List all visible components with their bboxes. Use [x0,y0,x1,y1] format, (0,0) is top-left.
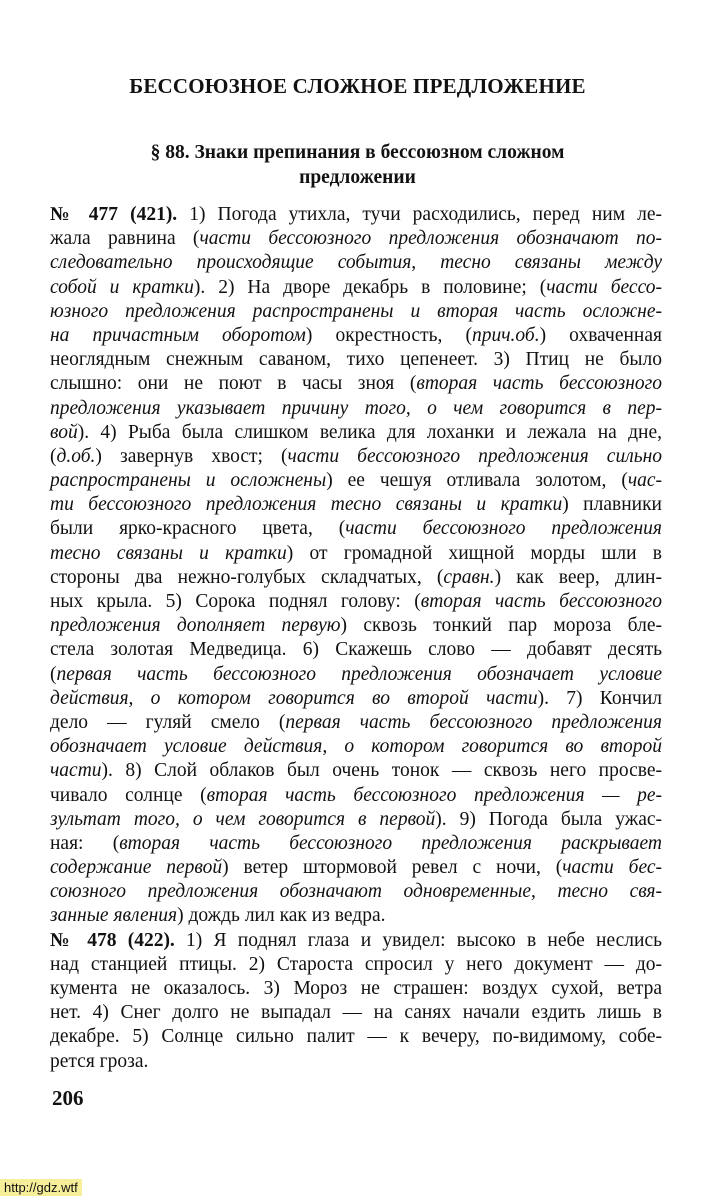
text-segment: ных крыла. 5) Сорока поднял голову: ( [50,591,421,612]
italic-annotation: на причастным оборотом [50,324,306,346]
italic-annotation: предложения указывает причину того, о чем говорится в пер- [50,397,662,419]
italic-annotation: ти бессоюзного предложения тесно связаны и кратки [50,494,563,516]
text-segment: 1) Я поднял глаза и увидел: высоко в небе неслись [174,929,662,951]
italic-annotation: содержание первой [50,857,223,879]
text-line [50,735,662,759]
text-segment: декабре. 5) Солнце сильно палит — к вечеру, по-видимому, собе- [50,1026,662,1048]
italic-annotation: части бессоюзного предложения [345,518,662,540]
text-segment: были ярко-красного цвета, ( [50,518,346,540]
italic-annotation: занные явления [50,905,178,927]
exercise-text [50,203,662,1074]
text-segment: слышно: они не поют в часы зноя ( [50,373,417,395]
text-line [50,808,662,832]
section-title-line-2: предложении [299,167,416,188]
text-segment: ) ветер штормовой ревел с ночи, ( [222,857,563,879]
text-segment: ) как веер, длин- [494,566,662,588]
text-line [50,1050,662,1074]
italic-annotation: предложения дополняет первую [50,615,341,637]
italic-annotation: вой [50,421,78,443]
text-line [50,638,662,662]
italic-annotation: первая часть бессоюзного предложения [285,711,662,733]
text-segment: чивало солнце ( [50,784,207,806]
text-segment: 1) Погода утихла, тучи расходились, перед ним ле- [177,204,662,225]
text-line [50,880,662,904]
text-segment: ) плавники [562,494,662,516]
text-segment: ( [50,445,57,467]
text-line [50,372,662,396]
text-segment: ) ее чешуя отливала золотом, ( [326,470,628,492]
text-segment: ). 2) На дворе декабрь в половине; ( [193,276,547,298]
italic-annotation: части бессоюзного предложения сильно [287,445,662,467]
text-line [50,929,662,953]
text-segment: ( [50,663,57,685]
italic-annotation: зультат того, о чем говорится в первой [50,808,436,830]
text-segment: ). 4) Рыба была слишком велика для лоханки и лежала на дне, [77,421,662,443]
italic-annotation: вторая часть бессоюзного предложения — ре- [206,784,662,806]
text-line [50,832,662,856]
italic-annotation: распространены и осложнены [50,470,327,492]
italic-annotation: части [50,760,102,782]
text-segment: ) дождь лил как из ведра. [177,905,386,927]
text-line [50,759,662,783]
italic-annotation: юзного предложения распространены и вторая часть осложне- [50,300,662,322]
text-line [50,711,662,735]
italic-annotation: собой и кратки [50,276,194,298]
text-segment: ) завернув хвост; ( [95,445,288,467]
text-segment: ). 9) Погода была ужас- [435,808,662,830]
text-segment: стела золотая Медведица. 6) Скажешь слово — добавят десять [50,639,662,661]
section-title [0,140,715,190]
text-line [50,251,662,275]
text-line [50,904,662,928]
text-line [50,614,662,638]
text-line [50,493,662,517]
exercise-number: № 477 (421). [50,204,178,225]
text-line [50,687,662,711]
text-line [50,542,662,566]
text-line [50,953,662,977]
text-line [50,276,662,300]
text-line [50,445,662,469]
italic-annotation: прич.об. [471,324,540,346]
text-segment: жала равнина ( [50,228,200,250]
text-segment: ) окрестность, ( [305,324,472,346]
page-number: 206 [52,1086,84,1110]
text-line [50,856,662,880]
italic-annotation: сравн. [443,566,495,588]
italic-annotation: части бес- [562,857,662,879]
text-segment: ) сквозь тонкий пар мороза бле- [340,615,662,637]
text-line [50,977,662,1001]
text-line [50,469,662,493]
text-line [50,203,662,227]
italic-annotation: части бессо- [546,276,662,298]
exercise-number: № 478 (422). [50,929,175,951]
text-line [50,348,662,372]
text-segment: ). 8) Слой облаков был очень тонок — сквозь него просве- [101,760,662,782]
italic-annotation: следовательно происходящие события, тесно связаны между [50,252,662,274]
text-line [50,397,662,421]
text-line [50,1025,662,1049]
italic-annotation: союзного предложения обозначают одновременные, тесно свя- [50,881,662,903]
text-line [50,590,662,614]
text-line [50,300,662,324]
text-segment: стороны два нежно-голубых складчатых, ( [50,566,444,588]
text-line [50,784,662,808]
text-segment: рется гроза. [50,1050,149,1072]
text-segment: над станцией птицы. 2) Староста спросил у него документ — до- [50,953,662,975]
text-line [50,517,662,541]
italic-annotation: д.об. [56,445,96,467]
text-segment: ) от громадной хищной морды шли в [286,542,662,564]
italic-annotation: части бессоюзного предложения обозначают по- [199,228,662,250]
italic-annotation: тесно связаны и кратки [50,542,287,564]
text-line [50,324,662,348]
italic-annotation: первая часть бессоюзного предложения обозначает условие [56,663,662,685]
italic-annotation: час- [627,470,663,492]
text-segment: неоглядным снежным саваном, тихо цепенеет. 3) Птиц не было [50,349,662,371]
italic-annotation: вторая часть бессоюзного предложения раскрывает [119,832,662,854]
text-line [50,663,662,687]
italic-annotation: вторая часть бессоюзного [420,591,662,612]
text-segment: ). 7) Кончил [537,687,662,709]
text-segment: кумента не оказалось. 3) Мороз не страшен: воздух сухой, ветра [50,978,662,999]
text-line [50,566,662,590]
text-line [50,227,662,251]
chapter-title: БЕССОЮЗНОЕ СЛОЖНОЕ ПРЕДЛОЖЕНИЕ [129,74,586,98]
text-line [50,421,662,445]
text-segment: дело — гуляй смело ( [50,711,286,733]
text-line [50,1001,662,1025]
section-title-line-1: § 88. Знаки препинания в бессоюзном сложном [150,142,565,163]
italic-annotation: обозначает условие действия, о котором говорится во второй [50,736,662,758]
text-segment: ) охваченная [539,324,662,346]
italic-annotation: действия, о котором говорится во второй части [50,687,538,709]
text-segment: нет. 4) Снег долго не выпадал — на санях начали ездить лишь в [50,1002,662,1024]
italic-annotation: вторая часть бессоюзного [416,373,662,395]
text-segment: ная: ( [50,832,120,854]
watermark-link[interactable]: http://gdz.wtf [0,1179,82,1196]
